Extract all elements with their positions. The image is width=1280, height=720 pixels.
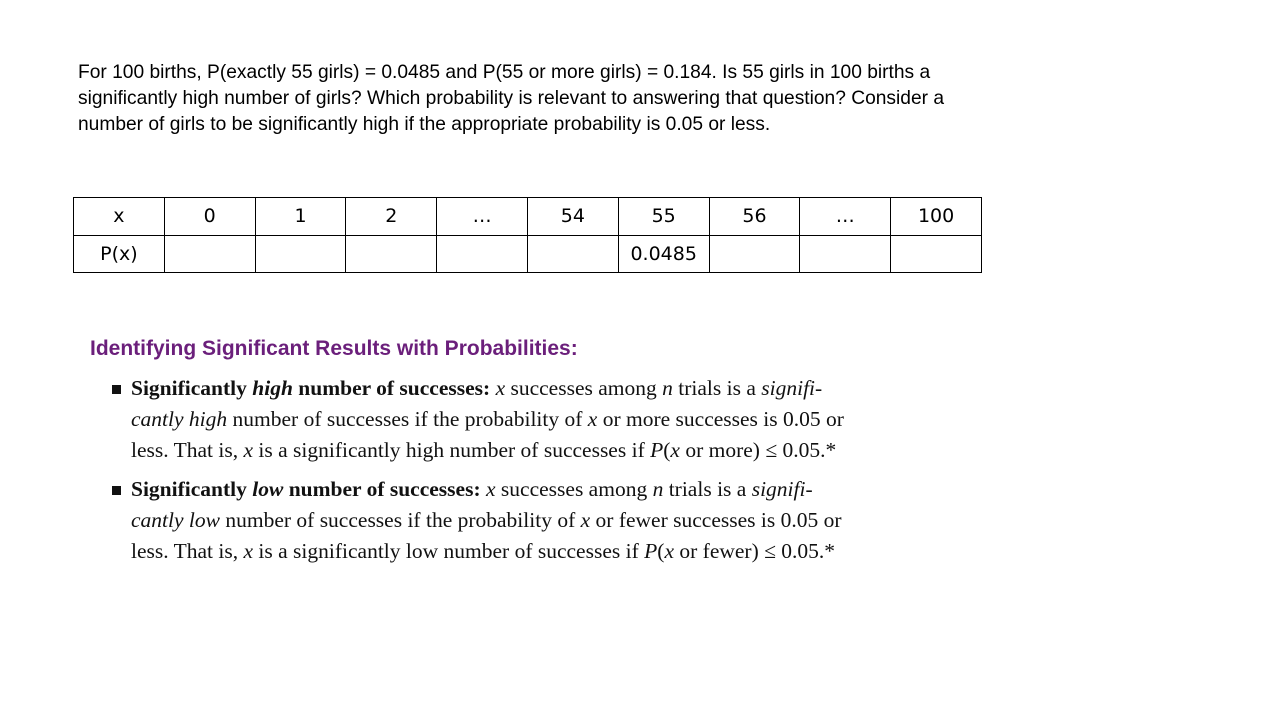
text-run: x <box>243 539 254 563</box>
text-run: ( <box>657 539 665 563</box>
definition-high-line-3 <box>131 435 950 466</box>
table-cell: … <box>437 198 528 236</box>
text-run: number of successes if the probability of <box>227 407 588 431</box>
text-run: or fewer) ≤ 0.05.* <box>674 539 836 563</box>
text-run: x <box>587 407 598 431</box>
text-run: P <box>650 438 664 462</box>
probability-table <box>73 197 982 273</box>
table-cell <box>800 235 891 273</box>
table-cell: x <box>74 198 165 236</box>
text-run: x <box>243 438 254 462</box>
text-run: Significantly <box>131 477 253 501</box>
text-run: signifi- <box>761 376 823 400</box>
definition-low-line-1 <box>131 474 950 505</box>
table-cell <box>709 235 800 273</box>
definition-low <box>90 474 950 567</box>
text-run: less. That is, <box>131 438 244 462</box>
table-cell: 0.0485 <box>618 235 709 273</box>
table-cell <box>346 235 437 273</box>
table-cell <box>891 235 982 273</box>
table-cell: P(x) <box>74 235 165 273</box>
text-run: signifi- <box>751 477 813 501</box>
text-run: x <box>664 539 674 563</box>
text-run: less. That is, <box>131 539 244 563</box>
table-cell: 56 <box>709 198 800 236</box>
table-cell: 55 <box>618 198 709 236</box>
text-run: number of successes: <box>283 477 481 501</box>
text-run: number of successes: <box>292 376 491 400</box>
table-cell: … <box>800 198 891 236</box>
text-run: trials is a <box>672 376 762 400</box>
table-cell <box>527 235 618 273</box>
table-cell: 54 <box>527 198 618 236</box>
question-text <box>78 60 1078 138</box>
text-run: x <box>495 376 506 400</box>
text-run: or fewer successes is 0.05 or <box>590 508 842 532</box>
text-run: P <box>644 539 658 563</box>
text-run: cantly high <box>131 407 228 431</box>
text-run: is a significantly high number of successes if <box>253 438 651 462</box>
text-run: n <box>662 376 673 400</box>
text-run: x <box>580 508 591 532</box>
text-run: is a significantly low number of successes if <box>253 539 645 563</box>
text-run: ( <box>663 438 671 462</box>
table-cell <box>437 235 528 273</box>
text-run: or more successes is 0.05 or <box>597 407 844 431</box>
square-bullet-icon <box>112 486 121 495</box>
definition-low-line-3 <box>131 536 950 567</box>
table-cell: 2 <box>346 198 437 236</box>
table-row-px <box>74 235 982 273</box>
text-run: Significantly <box>131 376 253 400</box>
definitions-section <box>90 337 950 575</box>
table-cell <box>164 235 255 273</box>
question-line-2: significantly high number of girls? Which probability is relevant to answering that question? Consider a <box>78 88 945 109</box>
definition-high-line-1 <box>131 373 950 404</box>
table-cell: 100 <box>891 198 982 236</box>
text-run: cantly low <box>131 508 220 532</box>
text-run: x <box>486 477 496 501</box>
question-line-3: number of girls to be significantly high if the appropriate probability is 0.05 or less. <box>78 114 771 135</box>
text-run: successes among <box>495 477 653 501</box>
definition-high <box>90 373 950 466</box>
definition-high-line-2 <box>131 404 950 435</box>
table-cell <box>255 235 346 273</box>
text-run: high <box>252 376 293 400</box>
table-cell: 1 <box>255 198 346 236</box>
text-run: n <box>652 477 664 501</box>
text-run: number of successes if the probability of <box>219 508 581 532</box>
text-run: or more) ≤ 0.05.* <box>679 438 837 462</box>
text-run: trials is a <box>663 477 752 501</box>
definitions-heading: Identifying Significant Results with Probabilities: <box>90 337 578 360</box>
text-run: low <box>252 477 284 501</box>
table-row-x <box>74 198 982 236</box>
text-run: successes among <box>505 376 663 400</box>
text-run: x <box>670 438 680 462</box>
question-line-1: For 100 births, P(exactly 55 girls) = 0.0485 and P(55 or more girls) = 0.184. Is 55 girls in 100 births a <box>78 62 931 83</box>
square-bullet-icon <box>112 385 121 394</box>
table-cell: 0 <box>164 198 255 236</box>
definition-low-line-2 <box>131 505 950 536</box>
